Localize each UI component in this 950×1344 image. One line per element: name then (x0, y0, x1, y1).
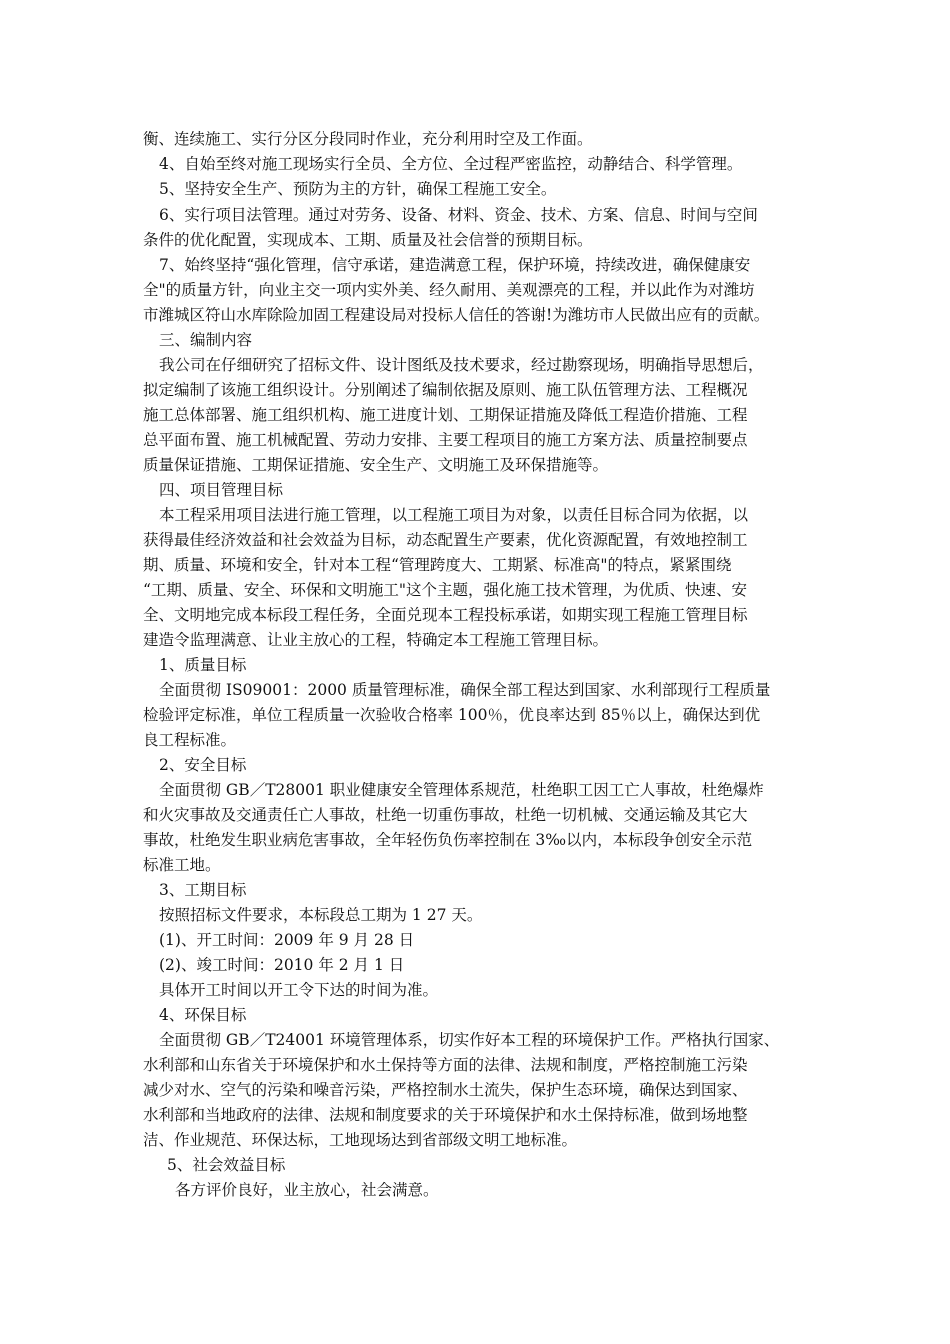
paragraph-line: 衡、连续施工、实行分区分段同时作业，充分利用时空及工作面。 (143, 130, 593, 148)
paragraph-line: 拟定编制了该施工组织设计。分别阐述了编制依据及原则、施工队伍管理方法、工程概况 (143, 381, 748, 399)
paragraph-line: 全面贯彻 IS09001：2000 质量管理标准，确保全部工程达到国家、水利部现行工程质量 (159, 681, 771, 699)
paragraph-line: 水利部和山东省关于环境保护和水土保持等方面的法律、法规和制度，严格控制施工污染 (143, 1056, 748, 1074)
paragraph-line: 标准工地。 (143, 856, 221, 874)
paragraph-line: 总平面布置、施工机械配置、劳动力安排、主要工程项目的施工方案方法、质量控制要点 (143, 431, 748, 449)
paragraph-line: 质量保证措施、工期保证措施、安全生产、文明施工及环保措施等。 (143, 456, 609, 474)
paragraph-line: 建造令监理满意、让业主放心的工程，特确定本工程施工管理目标。 (143, 631, 609, 649)
paragraph-line: 5、坚持安全生产、预防为主的方针，确保工程施工安全。 (159, 180, 557, 198)
paragraph-line: 施工总体部署、施工组织机构、施工进度计划、工期保证措施及降低工程造价措施、工程 (143, 406, 748, 424)
paragraph-line: 良工程标准。 (143, 731, 237, 749)
paragraph-line: 水利部和当地政府的法律、法规和制度要求的关于环境保护和水土保持标准，做到场地整 (143, 1106, 748, 1124)
paragraph-line: 全、文明地完成本标段工程任务，全面兑现本工程投标承诺，如期实现工程施工管理目标 (143, 606, 748, 624)
paragraph-line: 我公司在仔细研究了招标文件、设计图纸及技术要求，经过勘察现场，明确指导思想后， (159, 356, 764, 374)
paragraph-line: 各方评价良好，业主放心，社会满意。 (175, 1181, 439, 1199)
paragraph-line: 全"的质量方针，向业主交一项内实外美、经久耐用、美观漂亮的工程，并以此作为对潍坊 (143, 281, 755, 299)
paragraph-line: 6、实行项目法管理。通过对劳务、设备、材料、资金、技术、方案、信息、时间与空间 (159, 206, 758, 224)
paragraph-line: 和火灾事故及交通责任亡人事故，杜绝一切重伤事故，杜绝一切机械、交通运输及其它大 (143, 806, 748, 824)
paragraph-line: 条件的优化配置，实现成本、工期、质量及社会信誉的预期目标。 (143, 231, 593, 249)
paragraph-line: 4、自始至终对施工现场实行全员、全方位、全过程严密监控，动静结合、科学管理。 (159, 155, 743, 173)
section-heading: 四、项目管理目标 (159, 481, 284, 499)
paragraph-line: (2)、竣工时间：2010 年 2 月 1 日 (159, 956, 405, 974)
paragraph-line: 市潍城区符山水库除险加固工程建设局对投标人信任的答谢!为潍坊市人民做出应有的贡献。 (143, 306, 770, 324)
paragraph-line: 减少对水、空气的污染和噪音污染，严格控制水土流失，保护生态环境，确保达到国家、 (143, 1081, 748, 1099)
paragraph-line: 本工程采用项目法进行施工管理，以工程施工项目为对象，以责任目标合同为依据，以 (159, 506, 749, 524)
paragraph-line: 洁、作业规范、环保达标，工地现场达到省部级文明工地标准。 (143, 1131, 578, 1149)
paragraph-line: 期、质量、环境和安全，针对本工程“管理跨度大、工期紧、标准高"的特点，紧紧围绕 (143, 556, 732, 574)
subsection-heading: 2、安全目标 (159, 756, 247, 774)
paragraph-line: (1)、开工时间：2009 年 9 月 28 日 (159, 931, 415, 949)
paragraph-line: 事故，杜绝发生职业病危害事故，全年轻伤负伤率控制在 3‰以内，本标段争创安全示范 (143, 831, 753, 849)
paragraph-line: 检验评定标准，单位工程质量一次验收合格率 100％，优良率达到 85％以上，确保达到优 (143, 706, 761, 724)
paragraph-line: 具体开工时间以开工令下达的时间为准。 (159, 981, 439, 999)
paragraph-line: 全面贯彻 GB／T24001 环境管理体系，切实作好本工程的环境保护工作。严格执行国家、 (159, 1031, 780, 1049)
section-heading: 三、编制内容 (159, 331, 253, 349)
paragraph-line: 7、始终坚持“强化管理，信守承诺，建造满意工程，保护环境，持续改进，确保健康安 (159, 256, 751, 274)
subsection-heading: 3、工期目标 (159, 881, 247, 899)
paragraph-line: 获得最佳经济效益和社会效益为目标，动态配置生产要素，优化资源配置，有效地控制工 (143, 531, 748, 549)
paragraph-line: 全面贯彻 GB／T28001 职业健康安全管理体系规范，杜绝职工因工亡人事故，杜绝爆炸 (159, 781, 764, 799)
paragraph-line: 按照招标文件要求，本标段总工期为 1 27 天。 (159, 906, 483, 924)
paragraph-line: “工期、质量、安全、环保和文明施工"这个主题，强化施工技术管理，为优质、快速、安 (143, 581, 748, 599)
subsection-heading: 4、环保目标 (159, 1006, 247, 1024)
subsection-heading: 5、社会效益目标 (167, 1156, 286, 1174)
subsection-heading: 1、质量目标 (159, 656, 247, 674)
